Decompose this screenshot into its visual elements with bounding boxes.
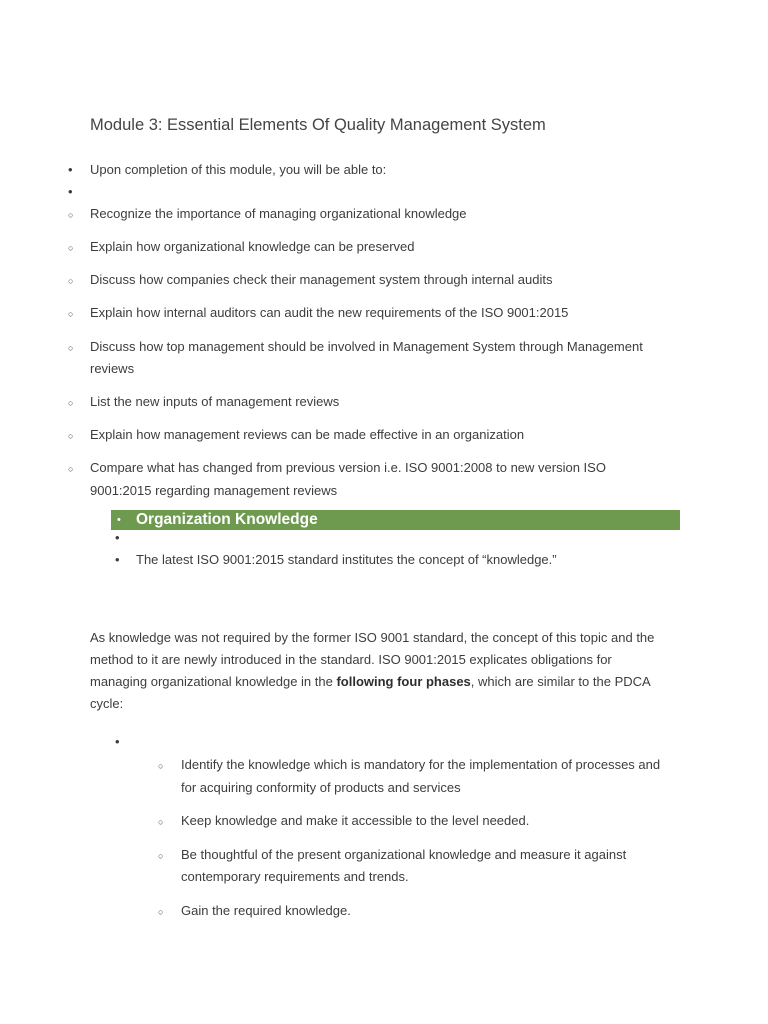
section-heading-banner [111, 510, 680, 530]
objective-item: Explain how management reviews can be made effective in an organization [90, 427, 525, 442]
bullet-marker [115, 731, 120, 754]
objective-item: Compare what has changed from previous version i.e. ISO 9001:2008 to new version ISO [90, 460, 606, 475]
objective-item: List the new inputs of management reviews [90, 394, 340, 409]
paragraph-emphasis: following four phases [336, 674, 471, 689]
circle-bullet-marker [68, 203, 73, 227]
objective-item-continued: reviews [90, 361, 135, 376]
page-title: Module 3: Essential Elements Of Quality Management System [90, 116, 546, 134]
circle-bullet-marker [158, 810, 163, 834]
circle-bullet-marker [158, 900, 163, 924]
circle-bullet-marker [68, 302, 73, 326]
bullet-marker [115, 527, 120, 550]
section-heading: Organization Knowledge [136, 511, 318, 528]
paragraph-line: cycle: [90, 696, 124, 711]
latest-standard-text: The latest ISO 9001:2015 standard institutes the concept of “knowledge.” [136, 552, 557, 567]
circle-bullet-marker [68, 336, 73, 360]
paragraph-line: As knowledge was not required by the former ISO 9001 standard, the concept of this topic and the [90, 630, 655, 645]
objective-item: Explain how internal auditors can audit the new requirements of the ISO 9001:2015 [90, 305, 569, 320]
paragraph-text: , which are similar to the PDCA [470, 674, 651, 689]
objective-item: Recognize the importance of managing organizational knowledge [90, 206, 467, 221]
circle-bullet-marker [68, 457, 73, 481]
phase-item-continued: for acquiring conformity of products and services [181, 780, 461, 795]
paragraph-line: method to it are newly introduced in the standard. ISO 9001:2015 explicates obligations for [90, 652, 612, 667]
phase-item: Be thoughtful of the present organizational knowledge and measure it against [181, 847, 627, 862]
bullet-marker [68, 181, 73, 204]
circle-bullet-marker [68, 236, 73, 260]
phase-item-continued: contemporary requirements and trends. [181, 869, 409, 884]
objective-item: Discuss how top management should be involved in Management System through Management [90, 339, 643, 354]
bullet-marker [115, 549, 120, 572]
circle-bullet-marker [68, 391, 73, 415]
circle-bullet-marker [68, 424, 73, 448]
circle-bullet-marker [158, 754, 163, 778]
intro-text: Upon completion of this module, you will be able to: [90, 162, 387, 177]
phase-item: Gain the required knowledge. [181, 903, 351, 918]
phase-item: Keep knowledge and make it accessible to the level needed. [181, 813, 530, 828]
circle-bullet-marker [158, 844, 163, 868]
paragraph-line [90, 671, 651, 694]
paragraph-text: managing organizational knowledge in the [90, 674, 337, 689]
bullet-marker [68, 159, 73, 182]
objective-item: Explain how organizational knowledge can be preserved [90, 239, 415, 254]
objective-item-continued: 9001:2015 regarding management reviews [90, 483, 338, 498]
objective-item: Discuss how companies check their management system through internal audits [90, 272, 553, 287]
phase-item: Identify the knowledge which is mandatory for the implementation of processes and [181, 757, 661, 772]
circle-bullet-marker [68, 269, 73, 293]
